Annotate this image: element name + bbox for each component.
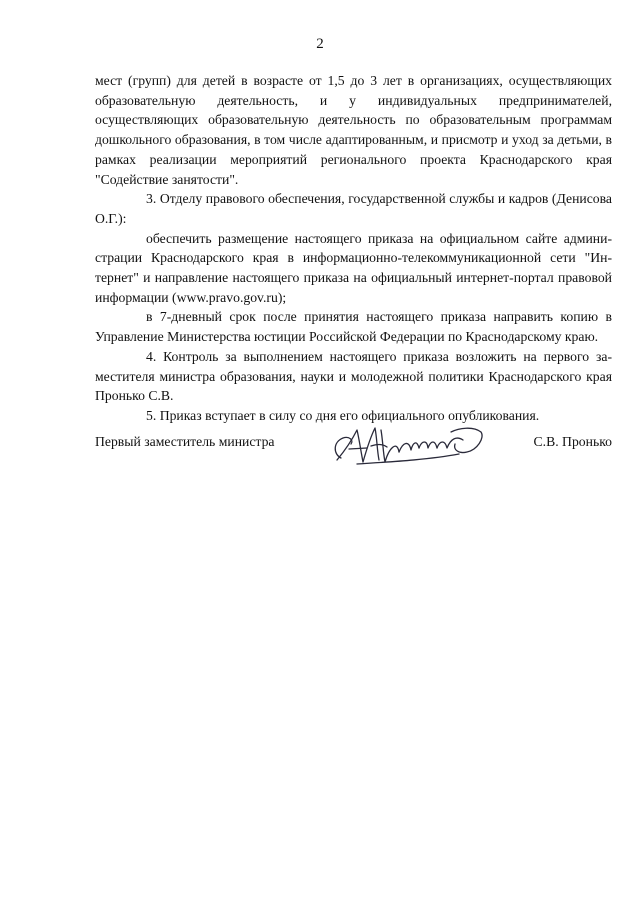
paragraph-item-3-ministry-copy: в 7-дневный срок после принятия настоящего приказа направить копию в Управление Министерства юстиции Российской Федерации по Краснодарскому краю. xyxy=(95,309,612,345)
signatory-position: Первый заместитель министра xyxy=(95,434,275,449)
page-number: 2 xyxy=(316,36,324,52)
paragraph-item-3-publication: обеспечить размещение настоящего приказа на официальном сайте администрации Краснодарского края в информационно-телекоммуникационной сети "Интернет" и направление настоящего приказа на официальный интернет-портал правовой информации (www.pravo.gov.ru); xyxy=(95,230,612,305)
paragraph-continuation: мест (групп) для детей в возрасте от 1,5 до 3 лет в организациях, осуществляющих образовательную деятельность, и у индивидуальных предпринимателей, осуществляющих образовательную деятельность по образовательным программам дошкольного образования, в том числе адаптированным, и присмотр и уход за детьми, в рамках реализации мероприятий регионального проекта Краснодарского края "Содействие занятости". xyxy=(95,73,612,187)
paragraph-item-4: 4. Контроль за выполнением настоящего приказа возложить на первого заместителя министра образования, науки и молодежной политики Краснодарского края Пронько С.В. xyxy=(95,348,612,404)
signatory-name: С.В. Пронько xyxy=(533,434,612,449)
paragraph-item-3: 3. Отделу правового обеспечения, государственной службы и кадров (Денисова О.Г.): xyxy=(95,191,612,226)
document-body xyxy=(95,71,612,426)
handwritten-signature-icon xyxy=(327,418,497,474)
paragraph-item-5: 5. Приказ вступает в силу со дня его официального опубликования. xyxy=(146,407,540,423)
signature-block xyxy=(95,418,612,478)
